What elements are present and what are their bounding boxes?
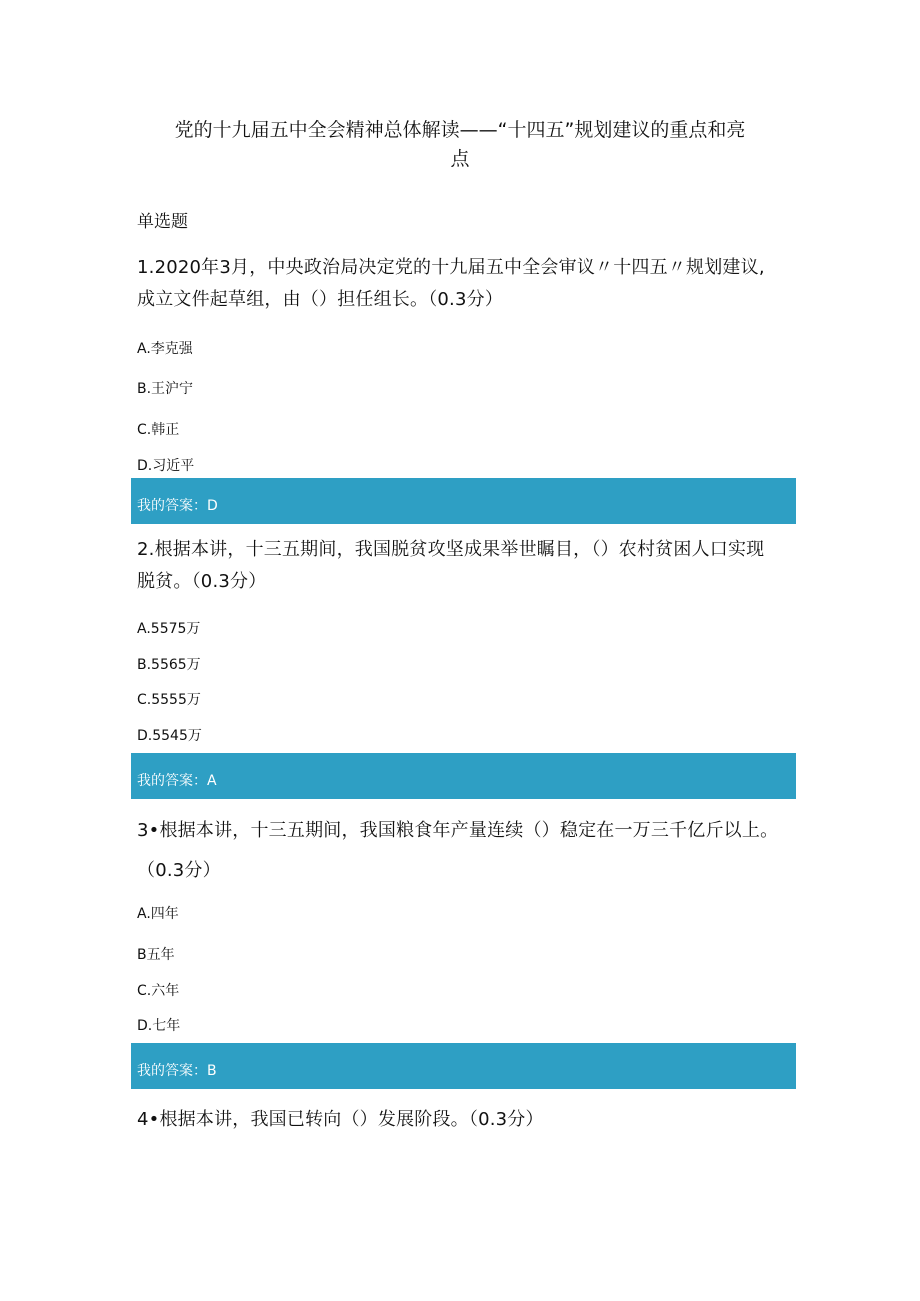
question-3-line-2: （0.3分） — [137, 860, 221, 881]
q1-option-a: A.李克强 — [137, 341, 193, 357]
question-1-line-1: 1.2020年3月，中央政治局决定党的十九届五中全会审议〃十四五〃规划建议, — [137, 257, 765, 278]
title-line-1: 党的十九届五中全会精神总体解读——“十四五”规划建议的重点和亮 — [174, 119, 746, 141]
q2-answer-bar — [131, 753, 796, 799]
q3-option-d: D.七年 — [137, 1018, 181, 1034]
q2-option-d: D.5545万 — [137, 728, 202, 744]
q2-option-c: C.5555万 — [137, 692, 201, 708]
q3-option-a: A.四年 — [137, 906, 179, 922]
question-1-line-2: 成立文件起草组，由（）担任组长。（0.3分） — [137, 289, 504, 310]
q3-option-b: B五年 — [137, 947, 175, 963]
question-4 — [137, 1104, 797, 1136]
q2-answer-text: 我的答案：A — [137, 773, 217, 789]
document-title — [160, 116, 760, 174]
q2-option-a: A.5575万 — [137, 621, 201, 637]
q3-option-c: C.六年 — [137, 983, 180, 999]
q1-answer-bar — [131, 478, 796, 524]
q1-option-c: C.韩正 — [137, 422, 180, 438]
q3-answer-text: 我的答案：B — [137, 1063, 217, 1079]
question-3 — [137, 815, 797, 887]
question-2-line-1: 2.根据本讲，十三五期间，我国脱贫攻坚成果举世瞩目，（）农村贫困人口实现 — [137, 539, 765, 560]
question-2-line-2: 脱贫。（0.3分） — [137, 571, 267, 592]
q1-answer-text: 我的答案：D — [137, 498, 218, 514]
title-line-2: 点 — [450, 148, 470, 170]
section-heading: 单选题 — [137, 212, 188, 232]
q2-option-b: B.5565万 — [137, 657, 201, 673]
question-3-line-1: 3•根据本讲，十三五期间，我国粮食年产量连续（）稳定在一万三千亿斤以上。 — [137, 820, 779, 841]
q1-option-d: D.习近平 — [137, 458, 195, 474]
question-4-line-1: 4•根据本讲，我国已转向（）发展阶段。（0.3分） — [137, 1109, 544, 1130]
q3-answer-bar — [131, 1043, 796, 1089]
question-2 — [137, 534, 797, 598]
question-1 — [137, 252, 797, 316]
q1-option-b: B.王沪宁 — [137, 381, 194, 397]
